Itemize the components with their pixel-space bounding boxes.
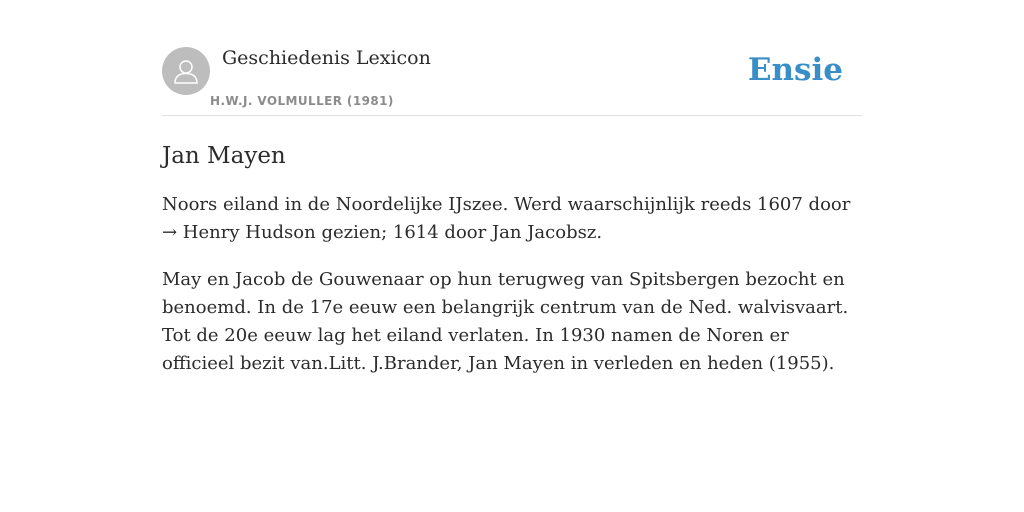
page xyxy=(162,0,862,378)
lexicon-title[interactable]: Geschiedenis Lexicon xyxy=(222,47,431,69)
paragraph-1-tail: gezien; 1614 door Jan Jacobsz. xyxy=(315,222,603,243)
paragraph-1-text: Noors eiland in de Noordelijke IJszee. Werd waarschijnlijk reeds 1607 door xyxy=(162,194,851,215)
article-title: Jan Mayen xyxy=(162,143,286,169)
avatar[interactable] xyxy=(162,47,210,95)
article-paragraph-1 xyxy=(162,191,862,247)
article-paragraph-2: May en Jacob de Gouwenaar op hun terugweg van Spitsbergen bezocht en benoemd. In de 17e eeuw een belangrijk centrum van de Ned. walvisvaart. Tot de 20e eeuw lag het eiland verlaten. In 1930 namen de Noren er officieel bezit van.Litt. J.Brander, Jan Mayen in verleden en heden (1955). xyxy=(162,269,849,374)
ensie-logo[interactable]: Ensie xyxy=(747,52,843,88)
author-label[interactable]: H.W.J. VOLMULLER (1981) xyxy=(210,94,394,108)
lexicon-header xyxy=(162,0,862,116)
henry-hudson-link[interactable]: → Henry Hudson xyxy=(162,222,316,243)
user-icon xyxy=(171,56,201,86)
